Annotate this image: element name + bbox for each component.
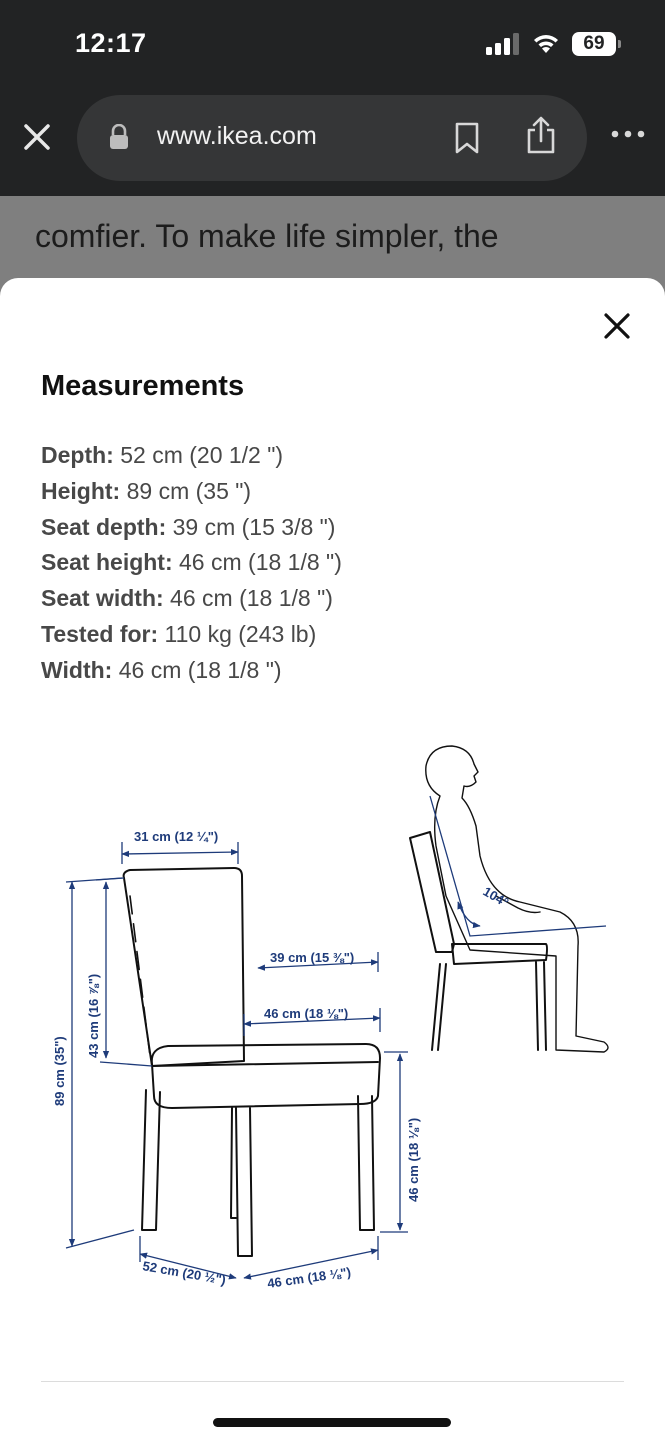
- seat-height-label: 46 cm (18 ⅛"): [406, 1117, 421, 1202]
- url-text: www.ikea.com: [157, 122, 317, 150]
- spec-row-depth: [41, 438, 342, 474]
- address-bar[interactable]: [77, 95, 587, 181]
- spec-label: Depth:: [41, 442, 114, 468]
- backdrop-text: comfier. To make life simpler, the: [35, 218, 499, 254]
- spec-row-height: [41, 474, 342, 510]
- chair-dimension-diagram: [0, 736, 665, 1326]
- angle-guides: [430, 796, 606, 936]
- sheet-title: Measurements: [41, 370, 245, 402]
- spec-label: Seat height:: [41, 549, 173, 576]
- spec-label: Seat depth:: [41, 513, 167, 540]
- spec-label: Width:: [41, 656, 113, 683]
- share-icon[interactable]: [525, 115, 557, 155]
- spec-row-seat-height: [41, 545, 342, 581]
- spec-value: 39 cm (15 3/8 "): [166, 513, 336, 540]
- width-label: 46 cm (18 ⅛"): [266, 1264, 352, 1291]
- top-width-label: 31 cm (12 ¼"): [134, 829, 219, 844]
- home-indicator[interactable]: [213, 1418, 451, 1427]
- spec-label: Tested for:: [41, 620, 159, 647]
- spec-value: 46 cm (18 1/8 "): [112, 656, 282, 683]
- battery-indicator: 69: [572, 32, 616, 56]
- status-bar: [0, 0, 665, 88]
- sheet-divider: [41, 1381, 624, 1382]
- spec-label: Height:: [41, 477, 121, 504]
- battery-tip: [618, 40, 621, 48]
- spec-row-seat-depth: [41, 510, 342, 546]
- spec-label: Seat width:: [41, 585, 164, 612]
- seat-depth-label: 39 cm (15 ⅜"): [270, 950, 355, 965]
- back-height-label: 43 cm (16 ⅞"): [86, 973, 101, 1058]
- seated-person-figure: [426, 746, 608, 1052]
- spec-value: 110 kg (243 lb): [158, 620, 317, 647]
- spec-value: 52 cm (20 1/2 "): [113, 442, 284, 468]
- status-time: 12:17: [75, 28, 147, 58]
- total-height-label: 89 cm (35"): [52, 1036, 67, 1106]
- spec-value: 46 cm (18 1/8 "): [163, 585, 333, 612]
- side-view-chair: [410, 832, 547, 1050]
- spec-row-width: [41, 653, 342, 689]
- angle-label: 104°: [480, 883, 512, 911]
- spec-value: 46 cm (18 1/8 "): [172, 549, 342, 576]
- spec-row-seat-width: [41, 581, 342, 617]
- chair-drawing: [124, 868, 380, 1256]
- seat-width-label: 46 cm (18 ⅛"): [264, 1006, 349, 1021]
- measurements-sheet: [0, 278, 665, 1440]
- depth-label: 52 cm (20 ½"): [141, 1258, 228, 1288]
- cellular-signal-icon: [486, 33, 522, 55]
- lock-icon: [109, 124, 129, 150]
- close-browser-icon[interactable]: [20, 120, 54, 154]
- spec-value: 89 cm (35 "): [120, 477, 252, 504]
- bookmark-icon[interactable]: [454, 121, 480, 155]
- measurements-list: [41, 438, 342, 689]
- more-options-icon[interactable]: [610, 128, 646, 140]
- browser-toolbar: [0, 88, 665, 196]
- spec-row-tested-for: [41, 617, 342, 653]
- wifi-icon: [531, 31, 561, 55]
- close-sheet-icon[interactable]: [603, 312, 631, 340]
